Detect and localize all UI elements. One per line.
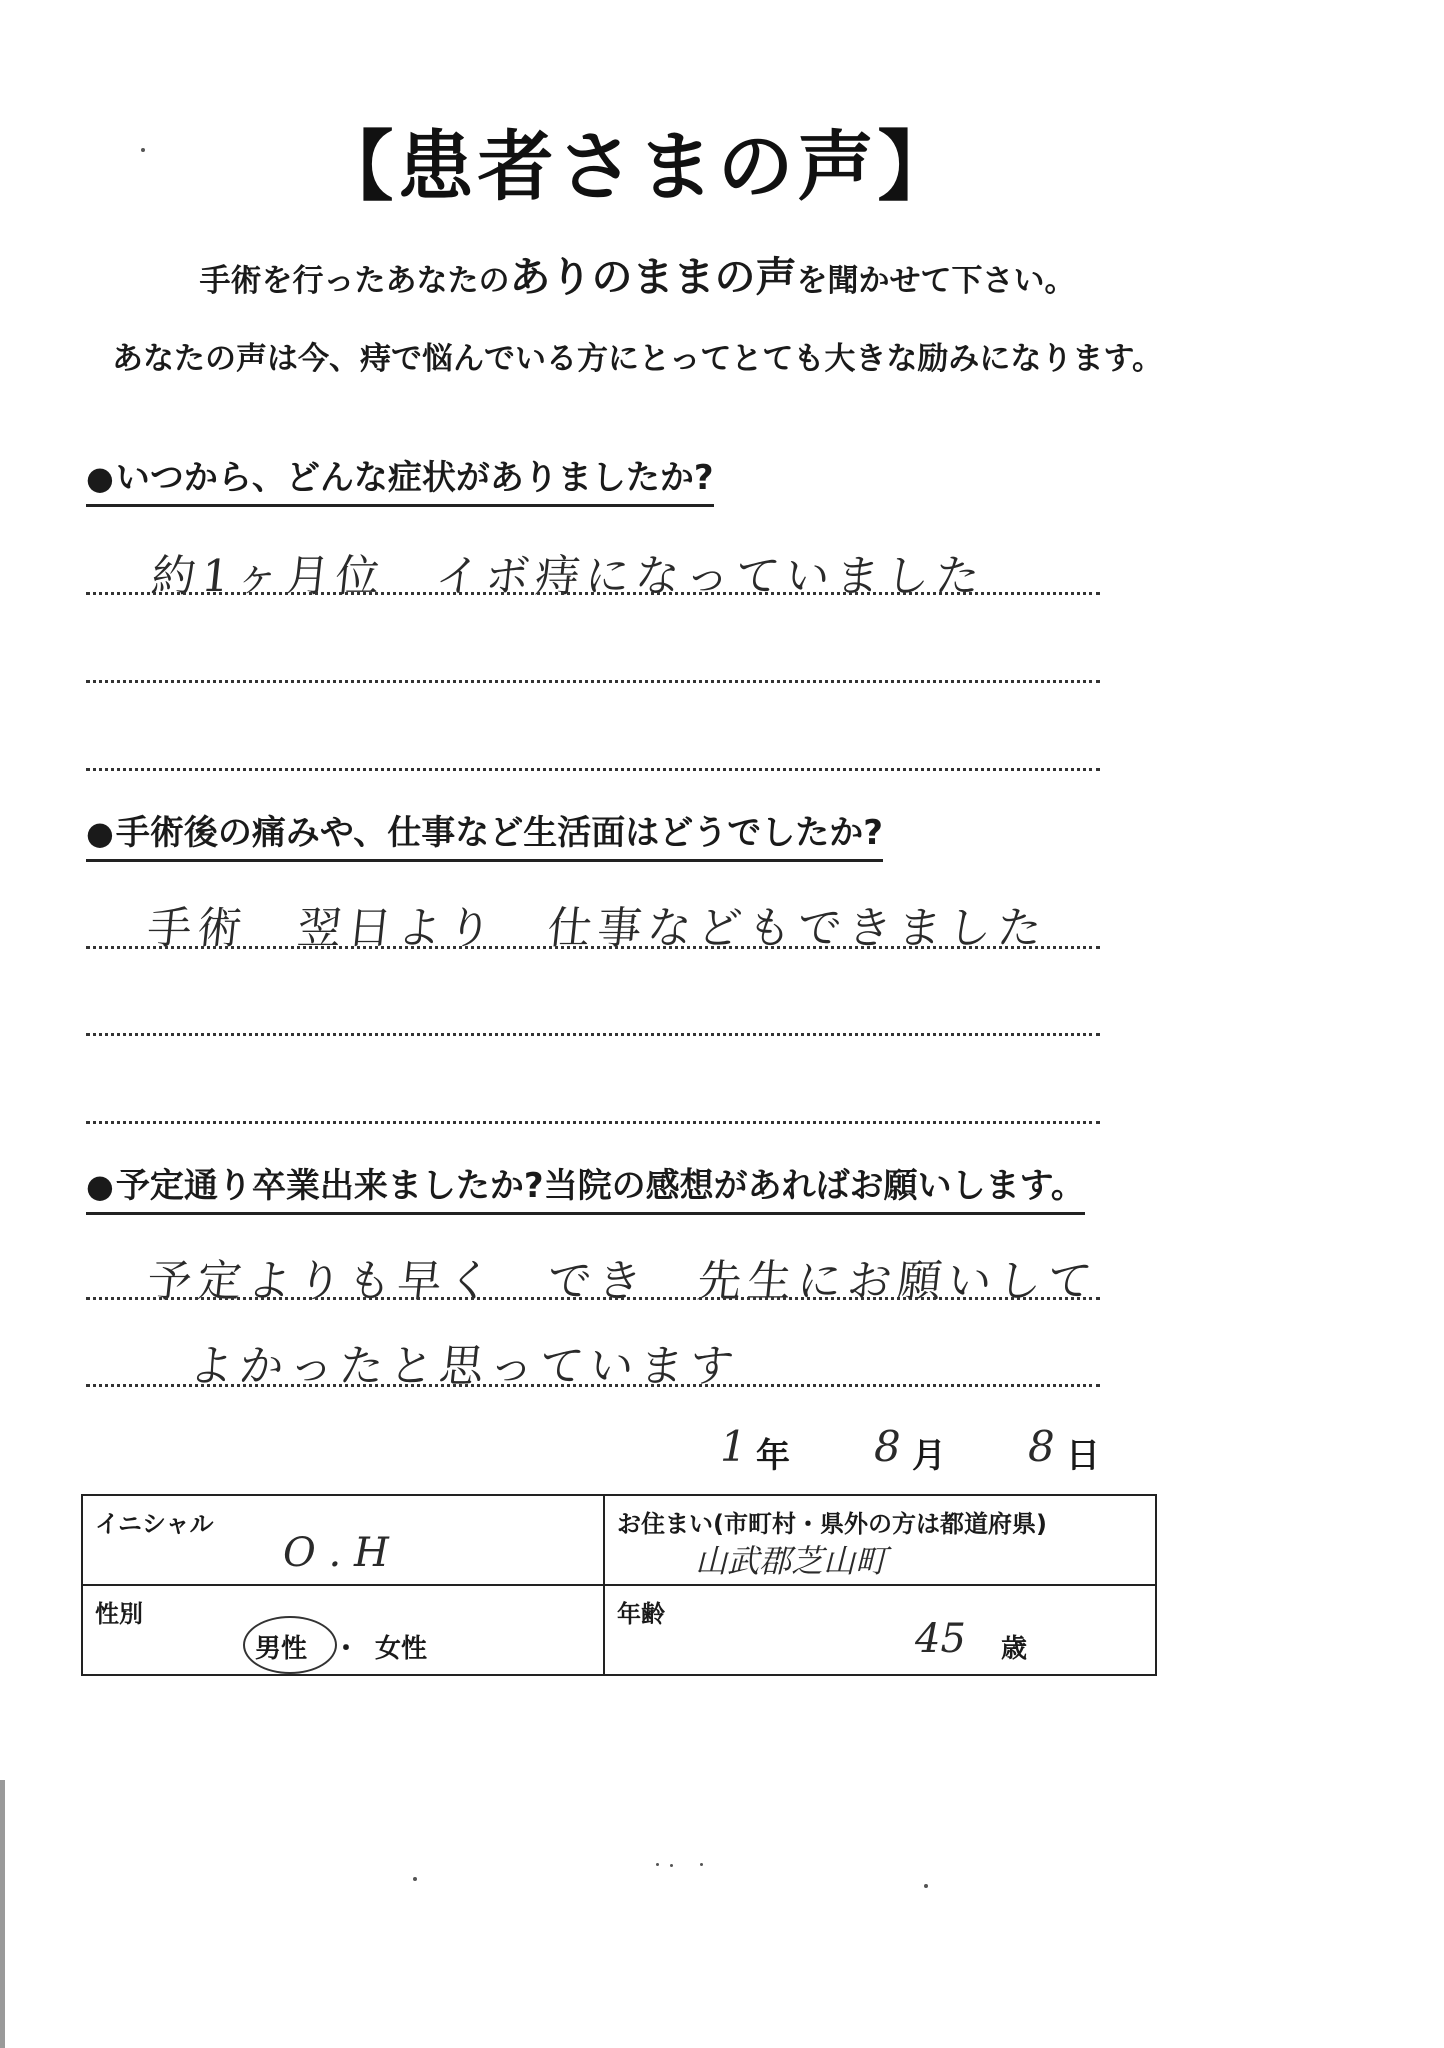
- scan-speck: [700, 1863, 703, 1866]
- age-label: 年齢: [617, 1600, 665, 1628]
- scan-edge-shadow: [0, 1780, 5, 2048]
- intro-line-1: [0, 244, 1275, 303]
- answer-ruled-line: [86, 680, 1100, 683]
- question-3-answer-line-2: よかったと思っています: [186, 1341, 743, 1392]
- question-1-label: いつから、どんな症状がありましたか?: [115, 458, 714, 498]
- date-day: 8: [1028, 1422, 1055, 1471]
- scan-speck: [656, 1863, 659, 1866]
- question-3-heading: [86, 1164, 1085, 1215]
- address-cell: [604, 1495, 1156, 1585]
- scan-speck: [413, 1877, 417, 1881]
- gender-separator: ・: [333, 1634, 360, 1664]
- answer-ruled-line: [86, 768, 1100, 771]
- address-value: 山武郡芝山町: [695, 1542, 888, 1580]
- intro-line-1-post: を聞かせて下さい。: [796, 263, 1076, 299]
- scan-speck: [924, 1884, 928, 1888]
- scan-speck: [670, 1864, 673, 1867]
- question-2-label: 手術後の痛みや、仕事など生活面はどうでしたか?: [115, 813, 883, 853]
- respondent-info-table: [81, 1494, 1157, 1676]
- gender-cell: [82, 1585, 604, 1675]
- age-unit: 歳: [1001, 1634, 1028, 1664]
- date-row: [700, 1422, 1120, 1482]
- intro-line-2: あなたの声は今、痔で悩んでいる方にとってとても大きな励みになります。: [112, 341, 1163, 377]
- initial-cell: [82, 1495, 604, 1585]
- question-2-answer-line-1: 手術 翌日より 仕事などもできました: [144, 903, 1051, 954]
- page-title: 【患者さまの声】: [317, 122, 958, 211]
- gender-option-male: 男性: [255, 1634, 308, 1664]
- question-2-heading: [86, 811, 883, 862]
- age-value: 45: [915, 1616, 966, 1662]
- date-day-unit: 日: [1066, 1436, 1100, 1476]
- gender-option-female: 女性: [375, 1634, 428, 1664]
- question-3-label: 予定通り卒業出来ましたか?当院の感想があればお願いします。: [115, 1166, 1085, 1206]
- gender-label: 性別: [95, 1600, 143, 1628]
- initial-label: イニシャル: [95, 1510, 214, 1538]
- date-year-unit: 年: [756, 1436, 790, 1476]
- answer-ruled-line: [86, 1384, 1100, 1387]
- date-year: 1: [720, 1422, 747, 1471]
- bullet-icon: ●: [86, 814, 114, 852]
- date-month: 8: [874, 1422, 901, 1471]
- question-1-heading: [86, 456, 714, 507]
- answer-ruled-line: [86, 592, 1100, 595]
- initial-value: O . H: [283, 1530, 389, 1576]
- bullet-icon: ●: [86, 1167, 114, 1205]
- intro-line-1-pre: 手術を行ったあなたの: [199, 263, 510, 299]
- scan-speck: [141, 148, 145, 152]
- bullet-icon: ●: [86, 459, 114, 497]
- question-3-answer-line-1: 予定よりも早く でき 先生にお願いして: [144, 1256, 1101, 1307]
- answer-ruled-line: [86, 1121, 1100, 1124]
- date-month-unit: 月: [912, 1436, 946, 1476]
- question-1-answer-line-1: 約1ヶ月位 イボ痔になっていました: [148, 551, 989, 602]
- age-cell: [604, 1585, 1156, 1675]
- answer-ruled-line: [86, 1033, 1100, 1036]
- intro-line-1-emphasis: ありのままの声: [509, 253, 797, 301]
- address-label: お住まい(市町村・県外の方は都道府県): [617, 1510, 1047, 1538]
- answer-ruled-line: [86, 1297, 1100, 1300]
- answer-ruled-line: [86, 946, 1100, 949]
